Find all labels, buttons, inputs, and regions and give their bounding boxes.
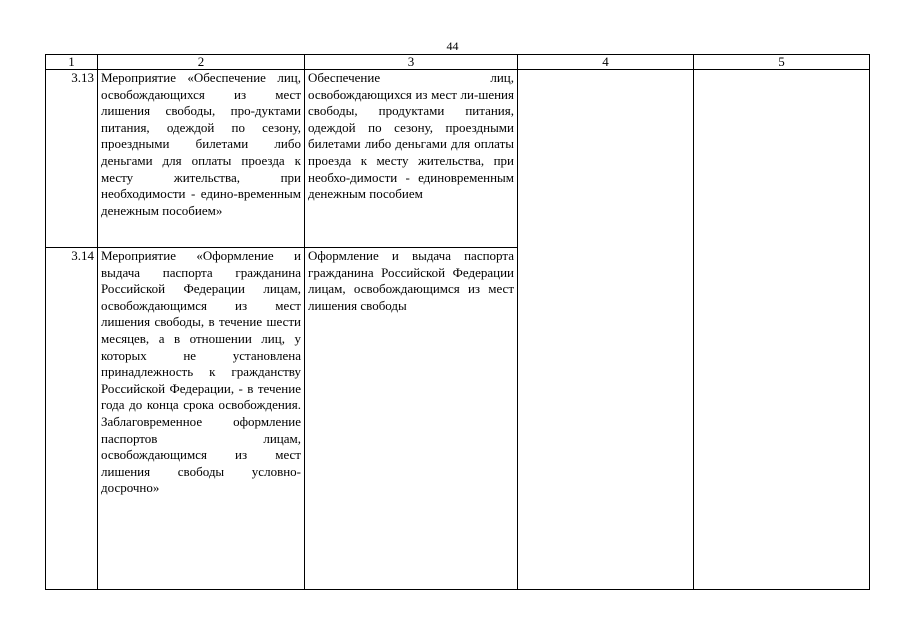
measures-table	[45, 54, 870, 590]
header-col-5: 5	[694, 55, 870, 70]
row-number: 3.14	[46, 248, 98, 590]
table-header-row	[46, 55, 870, 70]
event-name: Мероприятие «Обеспечение лиц, освобождающихся из мест лишения свободы, про-дуктами питания, одеждой по сезону, проездными билетами либо деньгами для оплаты проезда к месту жительства, при необходимости - едино-временным денежным пособием»	[98, 70, 305, 248]
empty-cell-col-4	[518, 70, 694, 590]
header-col-1: 1	[46, 55, 98, 70]
page-number: 44	[446, 39, 459, 53]
header-col-4: 4	[518, 55, 694, 70]
header-col-3: 3	[305, 55, 518, 70]
empty-cell-col-5	[694, 70, 870, 590]
event-description: Оформление и выдача паспорта гражданина Российской Федерации лицам, освобождающимся из мест лишения свободы	[305, 248, 518, 590]
row-number: 3.13	[46, 70, 98, 248]
table-row	[46, 70, 870, 248]
header-col-2: 2	[98, 55, 305, 70]
event-name: Мероприятие «Оформление и выдача паспорта гражданина Российской Федерации лицам, освобождающимся из мест лишения свободы, в течение шести месяцев, а в отношении лиц, у которых не установлена принадлежность к гражданству Российской Федерации, - в течение года до конца срока освобождения. Заблаговременное оформление паспортов лицам, освобождающимся из мест лишения свободы условно-досрочно»	[98, 248, 305, 590]
event-description: Обеспечение лиц, освобождающихся из мест ли-шения свободы, продуктами питания, одеждой по сезону, проездными билетами либо деньгами для оплаты проезда к месту жительства, при необхо-димости - единовременным денежным пособием	[305, 70, 518, 248]
